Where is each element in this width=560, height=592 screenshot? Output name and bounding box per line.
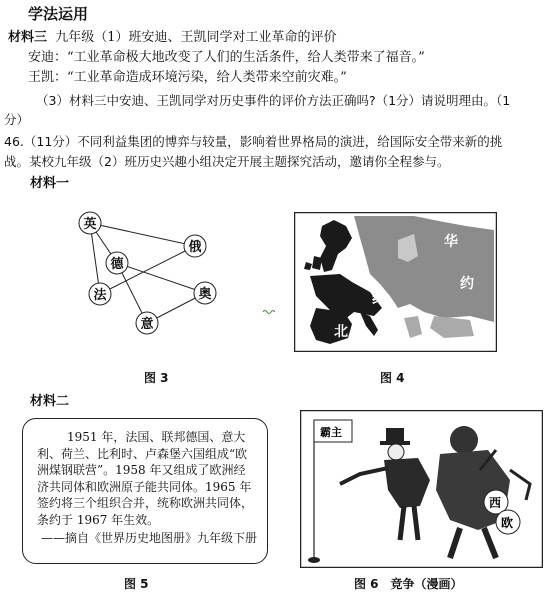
figure-4-caption: 图 4: [380, 371, 405, 385]
figure-3-caption: 图 3: [144, 371, 169, 385]
node-germany: 德: [110, 257, 124, 272]
squiggle-mark: [262, 309, 278, 315]
material1-label: 材料一: [30, 176, 70, 191]
map-label-yue-east: 约: [460, 276, 474, 292]
material3-intro: [8, 30, 337, 46]
cartoon-label-xi: 西: [489, 496, 502, 510]
figure-3-diagram: [60, 206, 230, 341]
map-label-bei: 北: [334, 324, 348, 340]
figure-5-source: ——摘自《世界历史地图册》九年级下册: [40, 531, 257, 545]
figure-4-map: [294, 212, 497, 352]
question-3: （3）材料三中安迪、王凯同学对历史事件的评价方法正确吗?（1分）请说明理由。（1: [36, 93, 511, 108]
q46-line2: 战。某校九年级（2）班历史兴趣小组决定开展主题探究活动，邀请你全程参与。: [4, 154, 450, 169]
edge-uk-russia: [90, 223, 195, 246]
map-label-yue-west: 约: [372, 291, 386, 307]
map-label-hua: 华: [444, 234, 458, 250]
flag-base: [308, 557, 320, 563]
node-russia: 俄: [188, 240, 202, 255]
flag-text: 霸主: [320, 426, 342, 439]
node-france: 法: [93, 288, 107, 303]
figure-5-textbox: [22, 418, 268, 564]
andi-quote: 安迪：“工业革命极大地改变了人们的生活条件，给人类带来了福音。”: [28, 50, 425, 65]
question-3-tail: 分）: [4, 112, 30, 127]
node-austria: 奥: [198, 287, 212, 302]
section-title: 学法运用: [28, 5, 89, 23]
wangkai-quote: 王凯：“工业革命造成环境污染，给人类带来空前灾难。”: [28, 70, 347, 85]
q46-line1: 46.（11分）不同利益集团的博弈与较量，影响着世界格局的演进，给国际安全带来新的挑: [4, 134, 503, 149]
figure-6-caption: 图 6 竞争（漫画）: [354, 577, 463, 591]
figure-6-cartoon: [300, 410, 543, 568]
figure-5-text: 1951 年，法国、联邦德国、意大利、荷兰、比利时、卢森堡六国组成“欧洲煤钢联营”。1958 年又组成了欧洲经济共同体和欧洲原子能共同体。1965 年签约将三个组织合并，统称欧洲共同体，条约于 1967 年生效。: [37, 430, 254, 527]
figure-5-caption: 图 5: [124, 577, 149, 591]
node-italy: 意: [140, 317, 154, 332]
material3-label: 材料三: [8, 30, 48, 45]
cartoon-label-ou: 欧: [501, 516, 514, 530]
material2-label: 材料二: [30, 394, 70, 409]
material3-intro-text: 九年级（1）班安迪、王凯同学对工业革命的评价: [55, 30, 337, 45]
node-uk: 英: [83, 217, 97, 232]
